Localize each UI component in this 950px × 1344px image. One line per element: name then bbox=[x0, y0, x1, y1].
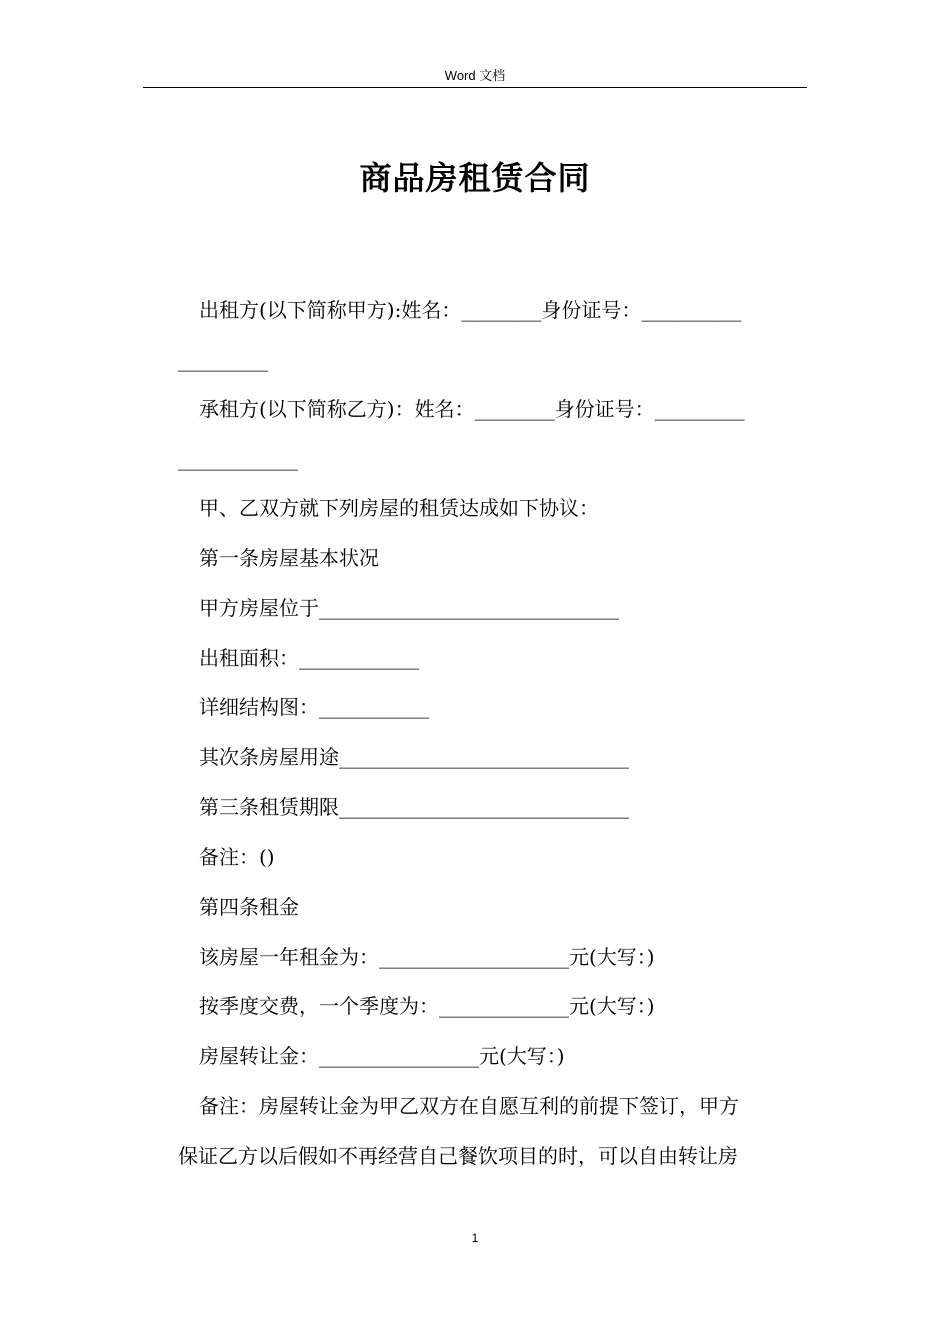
paragraph-structure: 详细结构图：___________ bbox=[199, 695, 429, 719]
paragraph-location: 甲方房屋位于______________________________ bbox=[199, 596, 619, 620]
header-text: Word 文档 bbox=[444, 68, 506, 83]
document-title: 商品房租赁合同 bbox=[359, 159, 591, 197]
paragraph-remark: 备注：() bbox=[199, 845, 275, 869]
paragraph-transfer-remark-cont: 保证乙方以后假如不再经营自己餐饮项目的时，可以自由转让房 bbox=[178, 1144, 738, 1168]
paragraph-agreement: 甲、乙双方就下列房屋的租赁达成如下协议： bbox=[199, 496, 599, 520]
paragraph-lessor: 出租方(以下简称甲方):姓名：________身份证号：__________ bbox=[199, 298, 742, 322]
paragraph-quarterly-rent: 按季度交费，一个季度为：_____________元(大写：) bbox=[199, 994, 655, 1018]
article-1-heading: 第一条房屋基本状况 bbox=[199, 546, 379, 570]
article-3-heading: 第三条租赁期限_____________________________ bbox=[199, 795, 629, 819]
paragraph-area: 出租面积：____________ bbox=[199, 646, 419, 670]
paragraph-lessor-cont: _________ bbox=[178, 348, 268, 372]
header-divider bbox=[143, 87, 807, 88]
article-4-heading: 第四条租金 bbox=[199, 895, 299, 919]
paragraph-lessee: 承租方(以下简称乙方)：姓名：________身份证号：_________ bbox=[199, 397, 745, 421]
paragraph-transfer-fee: 房屋转让金：________________元(大写：) bbox=[199, 1044, 565, 1068]
paragraph-lessee-cont: ____________ bbox=[178, 447, 298, 471]
paragraph-annual-rent: 该房屋一年租金为：___________________元(大写：) bbox=[199, 945, 655, 969]
paragraph-transfer-remark: 备注：房屋转让金为甲乙双方在自愿互利的前提下签订，甲方 bbox=[199, 1094, 739, 1118]
article-2-heading: 其次条房屋用途_____________________________ bbox=[199, 745, 629, 769]
page-number: 1 bbox=[471, 1231, 479, 1245]
